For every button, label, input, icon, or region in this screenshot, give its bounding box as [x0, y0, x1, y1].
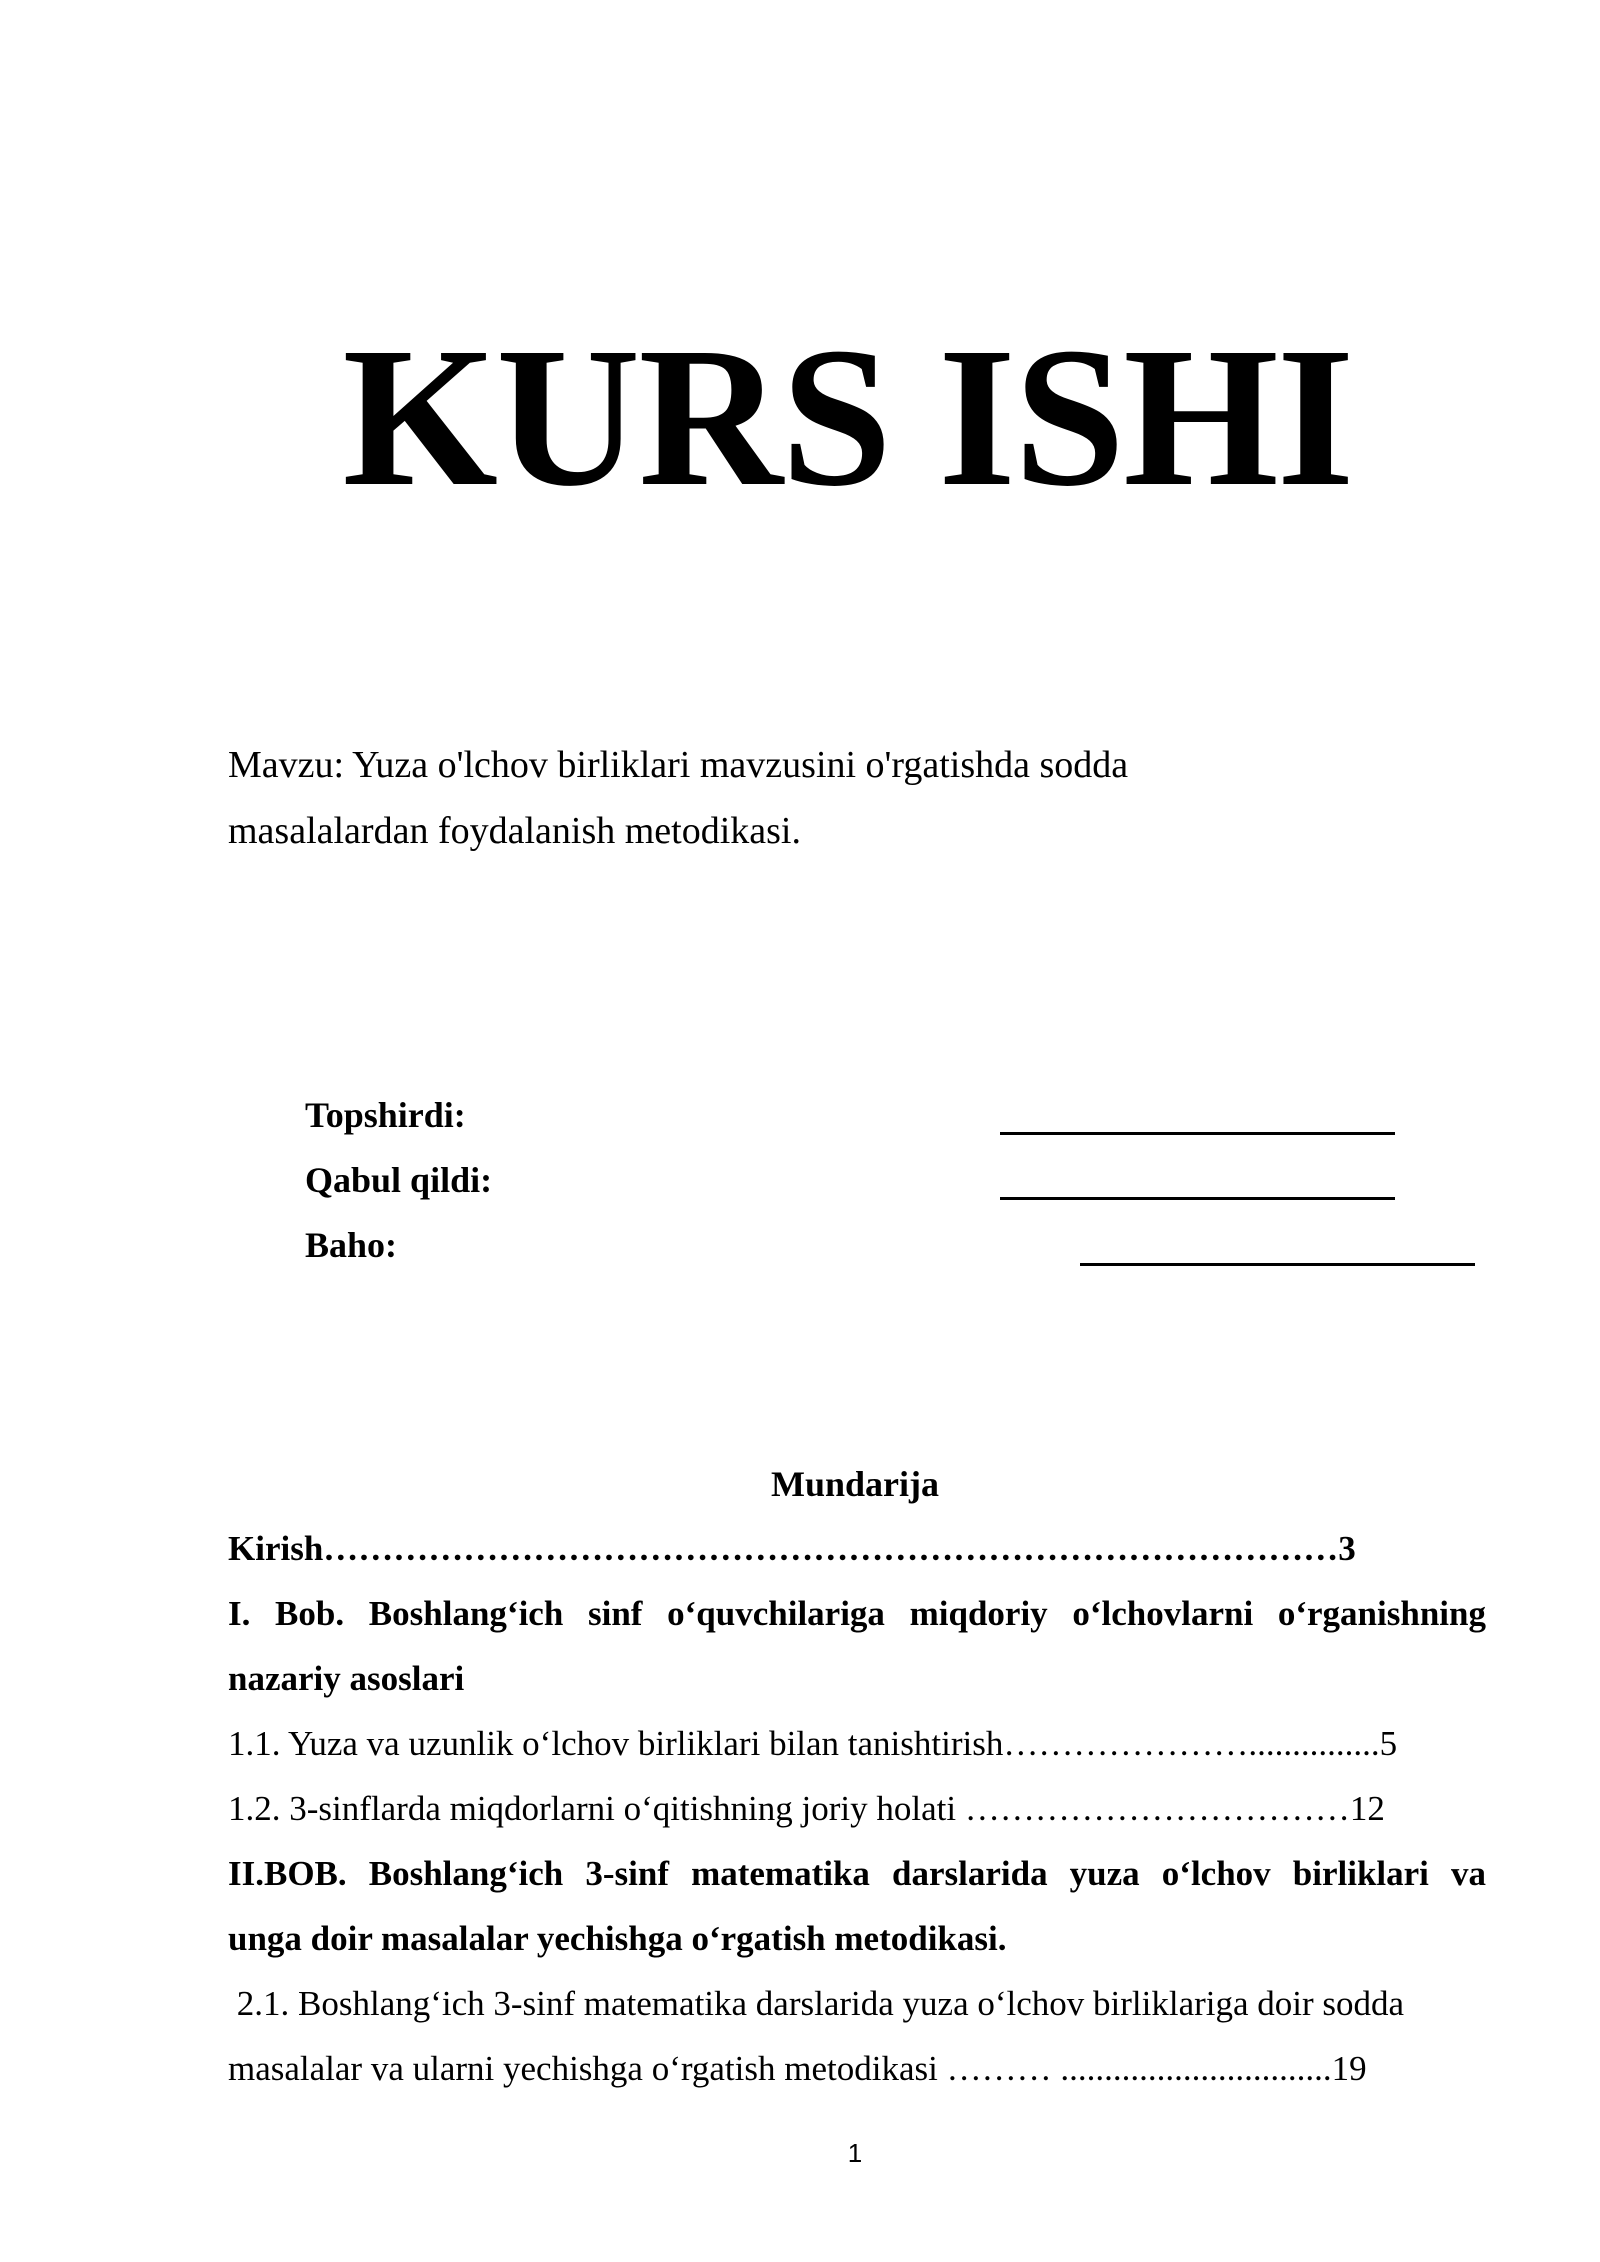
topic-block	[228, 732, 1428, 864]
grade-label: Baho:	[305, 1225, 398, 1265]
submitted-signature-line	[1000, 1132, 1395, 1135]
toc-entry-introduction: Kirish……………………………………………………………………………3	[228, 1529, 1356, 1568]
toc-heading: Mundarija	[770, 1464, 939, 1504]
topic-line-1: Mavzu: Yuza o'lchov birliklari mavzusini o'rgatishda sodda	[228, 744, 1129, 786]
toc-chapter-1-line-1: I. Bob. Boshlang‘ich sinf o‘quvchilariga miqdoriy o‘lchovlarni o‘rganishning	[228, 1594, 1486, 1633]
toc-chapter-1-line-2: nazariy asoslari	[228, 1659, 465, 1698]
submitted-label: Topshirdi:	[305, 1095, 466, 1135]
toc-section-1-2: 1.2. 3-sinflarda miqdorlarni o‘qitishning joriy holati ……………………………12	[228, 1789, 1385, 1828]
toc-chapter-2-line-1: II.BOB. Boshlang‘ich 3-sinf matematika darslarida yuza o‘lchov birliklari va	[228, 1854, 1486, 1893]
accepted-signature-line	[1000, 1197, 1395, 1200]
toc-chapter-2-line-2: unga doir masalalar yechishga o‘rgatish metodikasi.	[228, 1919, 1007, 1958]
toc-section-2-1-line-2: masalalar va ularni yechishga o‘rgatish metodikasi ……… ...............................19	[228, 2049, 1367, 2088]
toc-section-2-1-line-1: 2.1. Boshlang‘ich 3-sinf matematika darslarida yuza o‘lchov birliklariga doir sodda	[228, 1984, 1405, 2023]
document-title: KURS ISHI	[342, 307, 1353, 528]
toc-section-1-1: 1.1. Yuza va uzunlik o‘lchov birliklari bilan tanishtirish…………………...............5	[228, 1724, 1398, 1763]
grade-signature-line	[1080, 1263, 1475, 1266]
page-number: 1	[847, 2138, 863, 2168]
accepted-label: Qabul qildi:	[305, 1160, 493, 1200]
topic-line-2: masalalardan foydalanish metodikasi.	[228, 810, 801, 852]
